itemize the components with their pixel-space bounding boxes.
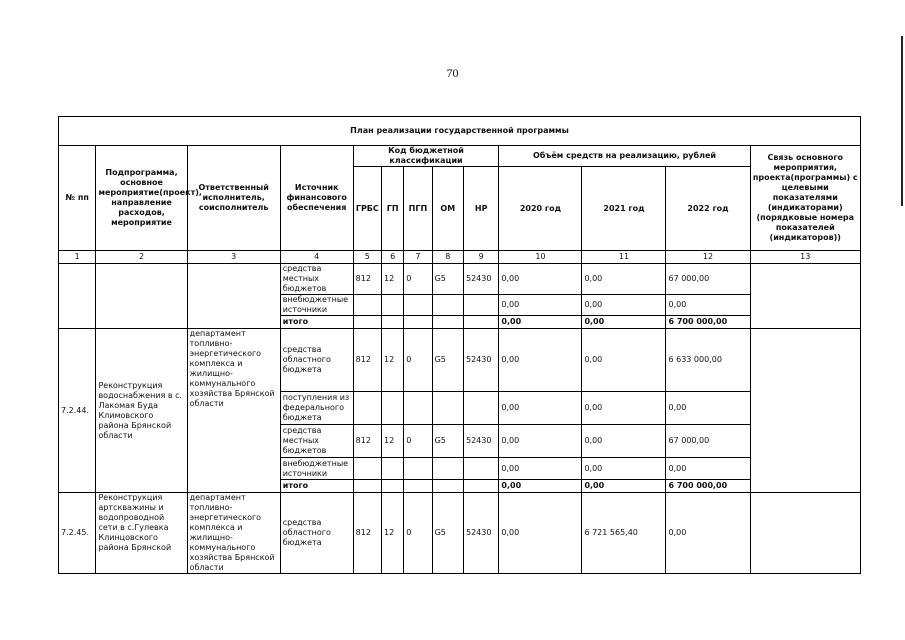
cell-np: [463, 458, 498, 480]
cell-2021: 0,00: [582, 480, 666, 493]
header-np: НР: [463, 167, 498, 251]
cell-2021: 6 721 565,40: [582, 493, 666, 574]
scan-edge-mark: [901, 36, 903, 206]
col-num: 1: [59, 251, 96, 264]
col-num: 12: [666, 251, 750, 264]
cell-2020: 0,00: [499, 493, 582, 574]
cell-np: [463, 316, 498, 329]
col-num: 13: [750, 251, 860, 264]
cell-grbs: [353, 458, 381, 480]
cell-executor: департамент топливно-энергетического комплекса и жилищно-коммунального хозяйства Брянской области: [187, 329, 280, 493]
cell-om: [432, 458, 463, 480]
col-num: 10: [499, 251, 582, 264]
cell-source: средства областного бюджета: [280, 329, 353, 392]
cell-2020: 0,00: [499, 316, 582, 329]
cell-pgp: [404, 458, 432, 480]
table-title: План реализации государственной программы: [59, 117, 861, 146]
header-subprogram: Подпрограмма, основное мероприятие(проект), направление расходов, мероприятие: [96, 146, 187, 251]
cell-source: внебюджетные источники: [280, 458, 353, 480]
cell-om: G5: [432, 493, 463, 574]
col-num: 5: [353, 251, 381, 264]
cell-grbs: [353, 480, 381, 493]
cell-2022: 0,00: [666, 392, 750, 425]
cell-subprogram: [96, 264, 187, 329]
cell-grbs: 812: [353, 425, 381, 458]
cell-pgp: [404, 295, 432, 316]
cell-2022: 67 000,00: [666, 264, 750, 295]
cell-2022: 6 633 000,00: [666, 329, 750, 392]
cell-gp: 12: [381, 329, 403, 392]
cell-2020: 0,00: [499, 458, 582, 480]
cell-pgp: [404, 480, 432, 493]
header-gp: ГП: [381, 167, 403, 251]
cell-np: 52430: [463, 425, 498, 458]
cell-pgp: 0: [404, 264, 432, 295]
table-row: [59, 329, 861, 392]
cell-executor: [187, 264, 280, 329]
column-number-row: [59, 251, 861, 264]
cell-source: средства областного бюджета: [280, 493, 353, 574]
cell-pgp: 0: [404, 425, 432, 458]
header-2020: 2020 год: [499, 167, 582, 251]
col-num: 6: [381, 251, 403, 264]
cell-np: 52430: [463, 329, 498, 392]
header-source: Источник финансового обеспечения: [280, 146, 353, 251]
cell-2020: 0,00: [499, 480, 582, 493]
cell-num: [59, 264, 96, 329]
cell-np: [463, 295, 498, 316]
plan-table: [58, 116, 861, 574]
cell-gp: 12: [381, 425, 403, 458]
cell-link: [750, 264, 860, 329]
header-volume: Объём средств на реализацию, рублей: [499, 146, 750, 167]
cell-gp: [381, 295, 403, 316]
header-om: ОМ: [432, 167, 463, 251]
cell-source: итого: [280, 480, 353, 493]
cell-grbs: [353, 316, 381, 329]
col-num: 8: [432, 251, 463, 264]
cell-om: G5: [432, 425, 463, 458]
cell-2020: 0,00: [499, 264, 582, 295]
cell-link: [750, 493, 860, 574]
cell-gp: 12: [381, 264, 403, 295]
cell-source: итого: [280, 316, 353, 329]
cell-pgp: 0: [404, 493, 432, 574]
cell-np: 52430: [463, 264, 498, 295]
cell-grbs: [353, 295, 381, 316]
cell-om: [432, 295, 463, 316]
cell-2022: 0,00: [666, 493, 750, 574]
cell-2021: 0,00: [582, 458, 666, 480]
cell-link: [750, 329, 860, 493]
cell-om: [432, 480, 463, 493]
cell-executor: департамент топливно-энергетического комплекса и жилищно-коммунального хозяйства Брянской области: [187, 493, 280, 574]
cell-num: 7.2.45.: [59, 493, 96, 574]
header-grbs: ГРБС: [353, 167, 381, 251]
cell-2022: 67 000,00: [666, 425, 750, 458]
cell-gp: [381, 392, 403, 425]
cell-2020: 0,00: [499, 329, 582, 392]
header-2022: 2022 год: [666, 167, 750, 251]
col-num: 9: [463, 251, 498, 264]
cell-2021: 0,00: [582, 392, 666, 425]
cell-subprogram: Реконструкция водоснабжения в с. Лакомая Буда Климовского района Брянской области: [96, 329, 187, 493]
header-link: Связь основного мероприятия, проекта(программы) с целевыми показателями (индикаторами) (порядковые номера показателей (индикаторов)): [750, 146, 860, 251]
cell-np: [463, 392, 498, 425]
cell-num: 7.2.44.: [59, 329, 96, 493]
cell-source: внебюджетные источники: [280, 295, 353, 316]
header-budget-class: Код бюджетной классификации: [353, 146, 499, 167]
header-executor: Ответственный исполнитель, соисполнитель: [187, 146, 280, 251]
cell-pgp: [404, 316, 432, 329]
cell-2022: 0,00: [666, 295, 750, 316]
cell-om: G5: [432, 264, 463, 295]
cell-subprogram: Реконструкция артскважины и водопроводной сети в с.Гулевка Клинцовского района Брянской: [96, 493, 187, 574]
cell-2022: 6 700 000,00: [666, 316, 750, 329]
col-num: 2: [96, 251, 187, 264]
cell-2021: 0,00: [582, 295, 666, 316]
cell-source: средства местных бюджетов: [280, 425, 353, 458]
cell-pgp: [404, 392, 432, 425]
col-num: 7: [404, 251, 432, 264]
cell-grbs: [353, 392, 381, 425]
table-row: [59, 264, 861, 295]
col-num: 11: [582, 251, 666, 264]
cell-grbs: 812: [353, 493, 381, 574]
cell-pgp: 0: [404, 329, 432, 392]
page-number: 70: [446, 66, 459, 80]
cell-source: средства местных бюджетов: [280, 264, 353, 295]
col-num: 3: [187, 251, 280, 264]
cell-source: поступления из федерального бюджета: [280, 392, 353, 425]
cell-gp: [381, 480, 403, 493]
cell-om: G5: [432, 329, 463, 392]
cell-2020: 0,00: [499, 295, 582, 316]
cell-2021: 0,00: [582, 264, 666, 295]
cell-np: [463, 480, 498, 493]
cell-2021: 0,00: [582, 316, 666, 329]
header-num: № пп: [59, 146, 96, 251]
cell-gp: [381, 458, 403, 480]
cell-gp: 12: [381, 493, 403, 574]
cell-om: [432, 316, 463, 329]
cell-2020: 0,00: [499, 425, 582, 458]
cell-2021: 0,00: [582, 425, 666, 458]
cell-grbs: 812: [353, 329, 381, 392]
table-row: [59, 493, 861, 574]
cell-gp: [381, 316, 403, 329]
cell-2022: 0,00: [666, 458, 750, 480]
cell-np: 52430: [463, 493, 498, 574]
cell-om: [432, 392, 463, 425]
col-num: 4: [280, 251, 353, 264]
cell-grbs: 812: [353, 264, 381, 295]
cell-2021: 0,00: [582, 329, 666, 392]
cell-2022: 6 700 000,00: [666, 480, 750, 493]
header-2021: 2021 год: [582, 167, 666, 251]
cell-2020: 0,00: [499, 392, 582, 425]
header-pgp: ПГП: [404, 167, 432, 251]
